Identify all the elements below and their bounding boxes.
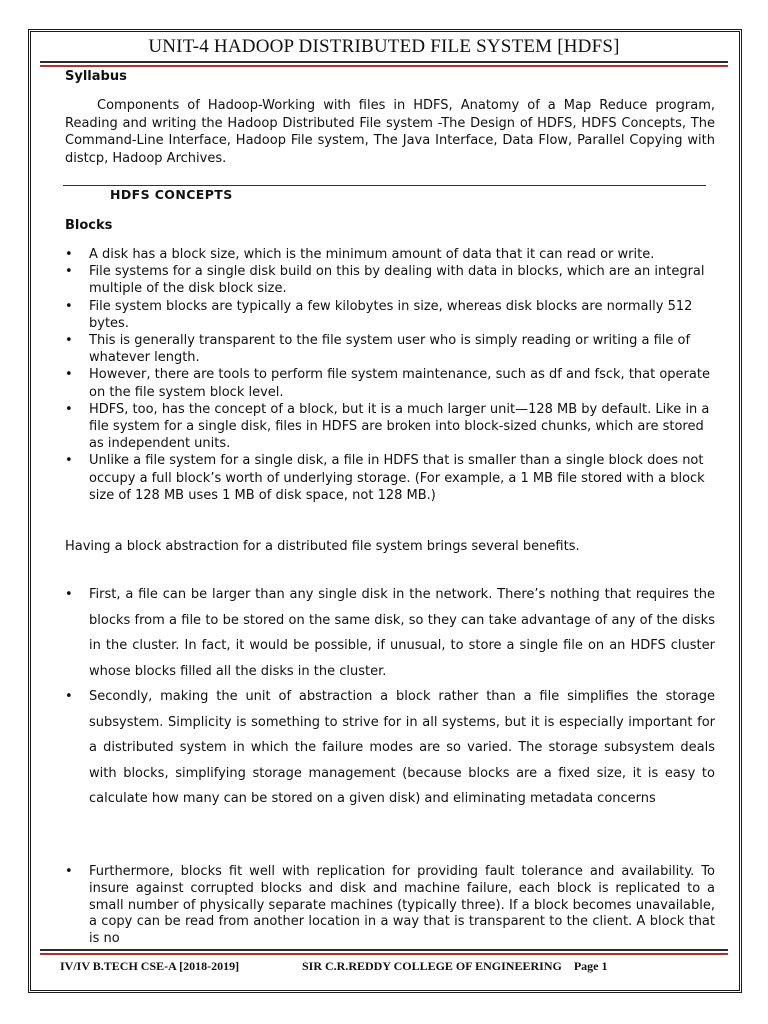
list-item: • However, there are tools to perform file system maintenance, such as df and fsck, that operate on the file system block level.	[65, 366, 715, 400]
title-rule-dark	[40, 61, 728, 63]
list-item: • HDFS, too, has the concept of a block, but it is a much larger unit—128 MB by default. Like in a file system for a single disk, files in HDFS are broken into block-sized chunks, which are stored as independent units.	[65, 401, 715, 453]
replication-list	[65, 864, 715, 948]
benefits-intro: Having a block abstraction for a distributed file system brings several benefits.	[65, 539, 580, 554]
list-item: • Furthermore, blocks fit well with replication for providing fault tolerance and availability. To insure against corrupted blocks and disk and machine failure, each block is replicated to a small number of physically separate machines (typically three). If a block becomes unavailable, a copy can be read from another location in a way that is transparent to the client. A block that is no	[65, 864, 715, 948]
list-item: • This is generally transparent to the file system user who is simply reading or writing a file of whatever length.	[65, 332, 715, 366]
footer-rule-red	[40, 953, 728, 955]
list-item: • File systems for a single disk build on this by dealing with data in blocks, which are an integral multiple of the disk block size.	[65, 263, 715, 297]
benefits-list	[65, 582, 715, 812]
list-item: • File system blocks are typically a few kilobytes in size, whereas disk blocks are normally 512 bytes.	[65, 298, 715, 332]
list-item: • First, a file can be larger than any single disk in the network. There’s nothing that requires the blocks from a file to be stored on the same disk, so they can take advantage of any of the disks in the cluster. In fact, it would be possible, if unusual, to store a single file on an HDFS cluster whose blocks filled all the disks in the cluster.	[65, 582, 715, 684]
list-item: • A disk has a block size, which is the minimum amount of data that it can read or write.	[65, 246, 715, 263]
title-rule-red	[40, 65, 728, 67]
footer-college: SIR C.R.REDDY COLLEGE OF ENGINEERING Page 1	[302, 959, 608, 973]
section-heading: HDFS CONCEPTS	[110, 187, 233, 202]
list-item: • Unlike a file system for a single disk, a file in HDFS that is smaller than a single block does not occupy a full block’s worth of underlying storage. (For example, a 1 MB file stored with a block size of 128 MB uses 1 MB of disk space, not 128 MB.)	[65, 452, 715, 504]
blocks-heading: Blocks	[65, 218, 113, 233]
page-border	[28, 29, 742, 993]
syllabus-text: Components of Hadoop-Working with files in HDFS, Anatomy of a Map Reduce program, Reading and writing the Hadoop Distributed File system -The Design of HDFS, HDFS Concepts, The Command-Line Interface, Hadoop File system, The Java Interface, Data Flow, Parallel Copying with distcp, Hadoop Archives.	[65, 98, 715, 166]
page-title: UNIT-4 HADOOP DISTRIBUTED FILE SYSTEM [HDFS]	[148, 36, 620, 57]
footer-rule-dark	[40, 949, 728, 951]
blocks-list	[65, 246, 715, 504]
list-item: • Secondly, making the unit of abstraction a block rather than a file simplifies the storage subsystem. Simplicity is something to strive for in all systems, but it is especially important for a distributed system in which the failure modes are so varied. The storage subsystem deals with blocks, simplifying storage management (because blocks are a fixed size, it is easy to calculate how many can be stored on a given disk) and eliminating metadata concerns	[65, 684, 715, 812]
section-divider	[63, 185, 706, 186]
syllabus-heading: Syllabus	[65, 69, 127, 84]
footer-course: IV/IV B.TECH CSE-A [2018-2019]	[60, 959, 240, 973]
